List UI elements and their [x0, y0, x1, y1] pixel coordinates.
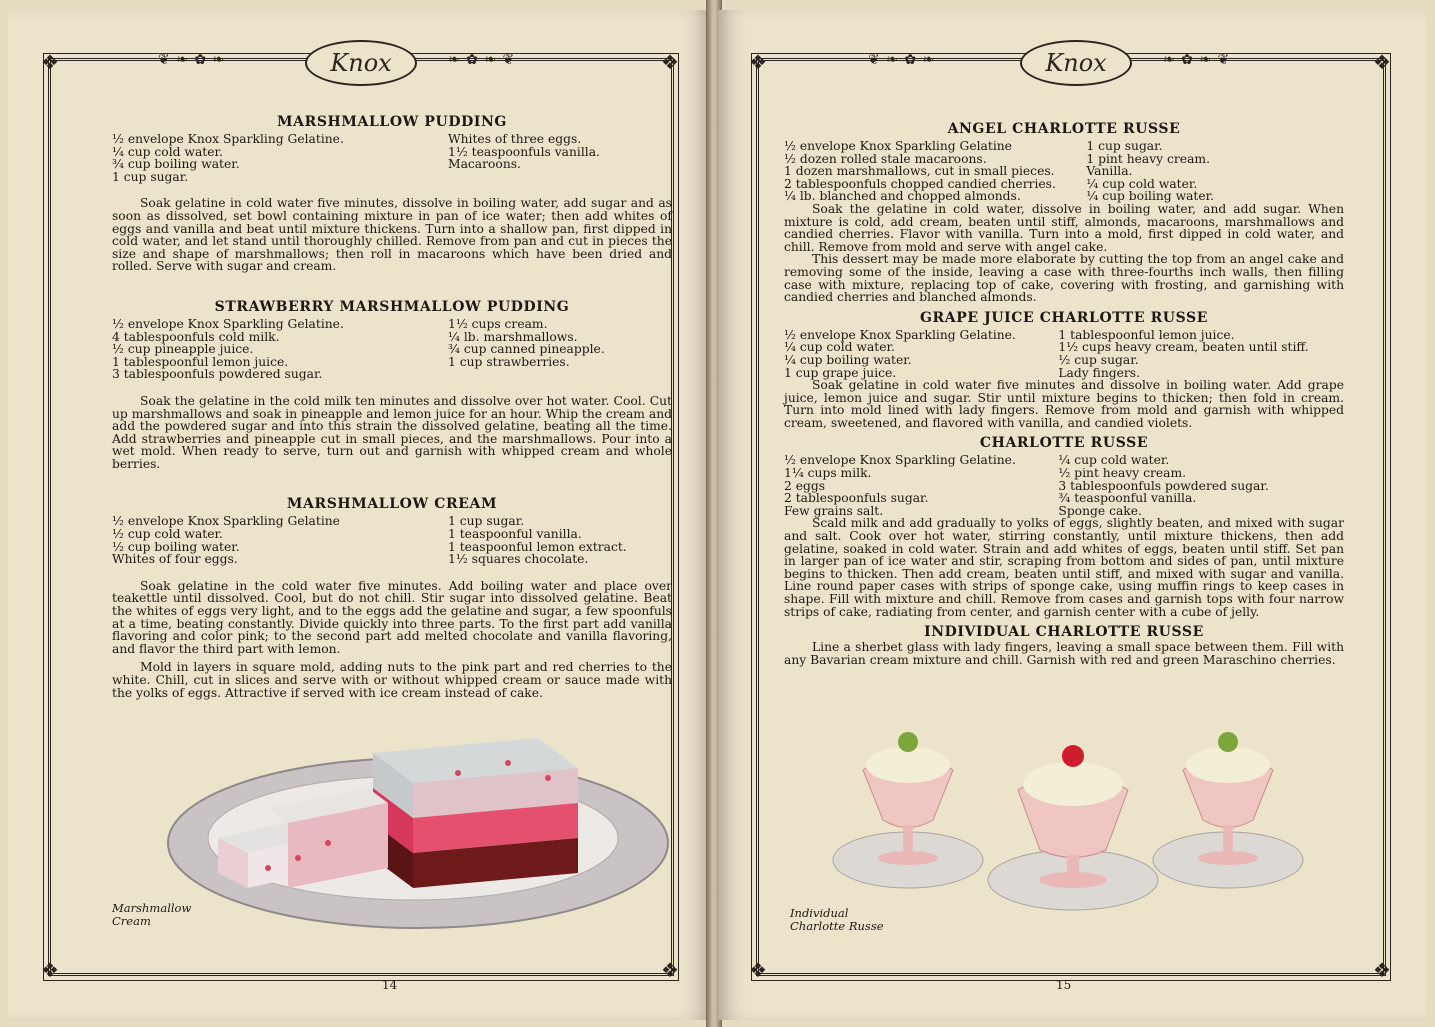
corner-ornament-icon: ❖	[41, 958, 59, 982]
ingredient-list	[784, 140, 1344, 203]
recipe-directions: This dessert may be made more elaborate by cutting the top from an angel cake and removing some of the inside, leaving a case with three-fourths inch walls, then filling case with mixture, replacing top of cake, covering with frosting, and garnishing with candied cherries and blanched almonds.	[784, 252, 1344, 305]
ingredient: ½ envelope Knox Sparkling Gelatine	[112, 514, 340, 529]
ingredient: ½ envelope Knox Sparkling Gelatine.	[112, 132, 344, 146]
ingredient: Macaroons.	[448, 157, 521, 172]
ingredient-list	[784, 454, 1344, 517]
recipe-directions: Soak gelatine in cold water five minutes and dissolve in boiling water. Add grape juice, lemon juice and sugar. Stir until mixture begins to thicken; then fold in cream. Turn into mold lined with lady fingers. Remove from mold and garnish with whipped cream, sweetened, and flavored with vanilla, and candied violets.	[784, 378, 1344, 430]
ingredient: 1½ teaspoonfuls vanilla.	[448, 144, 600, 159]
page-number: 15	[1056, 978, 1072, 992]
ingredient: 1 cup grape juice.	[784, 365, 897, 380]
ingredient: 1 dozen marshmallows, cut in small pieces.	[784, 164, 1055, 179]
ingredient: 1 pint heavy cream.	[1086, 151, 1210, 166]
ingredient: 1 tablespoonful lemon juice.	[112, 354, 289, 369]
illustration-caption: Individual Charlotte Russe	[790, 906, 884, 933]
ingredient: ½ cup pineapple juice.	[112, 342, 254, 357]
ingredient: ½ envelope Knox Sparkling Gelatine.	[784, 327, 1016, 342]
knox-logo: Knox	[1020, 40, 1132, 86]
ingredient: Lady fingers.	[1058, 365, 1140, 380]
ingredient: 3 tablespoonfuls powdered sugar.	[112, 367, 323, 382]
scroll-ornament-icon: ❧ ✿ ❧ ❦	[1163, 52, 1231, 68]
ingredient: ¼ cup boiling water.	[1086, 189, 1215, 204]
ingredient: ½ pint heavy cream.	[1058, 466, 1187, 481]
ingredient: ¾ cup boiling water.	[112, 157, 240, 172]
ingredient: 1 teaspoonful vanilla.	[448, 527, 582, 542]
corner-ornament-icon: ❖	[661, 958, 679, 982]
recipe-directions: Line a sherbet glass with lady fingers, leaving a small space between them. Fill with any Bavarian cream mixture and chill. Garnish with red and green Maraschino cherries.	[784, 640, 1344, 667]
ingredient: Sponge cake.	[1058, 503, 1142, 518]
right-page	[718, 10, 1426, 1020]
illustration-caption: Marshmallow Cream	[112, 901, 192, 928]
left-page-text	[112, 114, 672, 699]
left-page	[8, 10, 710, 1020]
scroll-ornament-icon: ❦ ❧ ✿ ❧	[868, 52, 936, 68]
ingredient-list	[784, 329, 1344, 379]
ingredient: 1¼ cups milk.	[784, 466, 872, 481]
knox-logo: Knox	[305, 40, 417, 86]
ingredient: 2 tablespoonfuls sugar.	[784, 491, 929, 506]
ingredient: Whites of three eggs.	[448, 132, 582, 146]
ingredient: 1 cup sugar.	[112, 169, 189, 184]
corner-ornament-icon: ❖	[661, 50, 679, 74]
ingredient: Few grains salt.	[784, 503, 884, 518]
recipe-title: GRAPE JUICE CHARLOTTE RUSSE	[919, 309, 1208, 326]
recipe-title: MARSHMALLOW CREAM	[286, 496, 498, 513]
ingredient: ¼ cup cold water.	[1058, 453, 1170, 468]
recipe-directions: Soak gelatine in cold water five minutes, dissolve in boiling water, add sugar and as soon as dissolved, set bowl containing mixture in pan of ice water; then add whites of eggs and vanilla and beat until mixture thickens. Turn into a shallow pan, first dipped in cold water, and let stand until thoroughly chilled. Remove from pan and cut in pieces the size and shape of marshmallows; then roll in macaroons which have been dried and rolled. Serve with sugar and cream.	[112, 196, 672, 274]
ingredient: 3 tablespoonfuls powdered sugar.	[1058, 478, 1269, 493]
recipe-directions: Soak gelatine in the cold water five minutes. Add boiling water and place over teakettle until dissolved. Cool, but do not chill. Stir sugar into dissolved gelatine. Beat the whites of eggs very light, and to the eggs add the gelatine and sugar, a few spoonfuls at a time, beating constantly. Divide quickly into three parts. To the first part add vanilla flavoring and color pink; to the second part add melted chocolate and vanilla flavoring, and flavor the third part with lemon.	[112, 578, 672, 656]
ingredient: ½ dozen rolled stale macaroons.	[784, 151, 987, 166]
ingredient: ½ cup boiling water.	[112, 539, 240, 554]
ingredient: ¼ cup boiling water.	[784, 352, 912, 367]
recipe-title: CHARLOTTE RUSSE	[979, 435, 1149, 452]
ingredient: Whites of four eggs.	[112, 552, 238, 567]
ingredient: 1 cup sugar.	[1086, 139, 1163, 153]
ingredient-list	[112, 318, 672, 381]
ingredient: 4 tablespoonfuls cold milk.	[112, 329, 280, 344]
ingredient: 1½ cups cream.	[448, 316, 548, 331]
ingredient: ½ cup cold water.	[112, 527, 223, 542]
ingredient: 1 teaspoonful lemon extract.	[448, 539, 627, 554]
ingredient: 1 tablespoonful lemon juice.	[1058, 327, 1235, 342]
ingredient: ¼ lb. blanched and chopped almonds.	[784, 189, 1021, 204]
ingredient: ¾ teaspoonful vanilla.	[1058, 491, 1197, 506]
corner-ornament-icon: ❖	[41, 50, 59, 74]
marshmallow-cream-illustration	[158, 718, 678, 938]
ingredient: 1½ cups heavy cream, beaten until stiff.	[1058, 340, 1309, 355]
scroll-ornament-icon: ❧ ✿ ❧ ❦	[448, 52, 516, 68]
corner-ornament-icon: ❖	[1373, 50, 1391, 74]
ingredient: ½ envelope Knox Sparkling Gelatine.	[112, 316, 344, 331]
recipe-directions: Scald milk and add gradually to yolks of eggs, slightly beaten, and mixed with sugar and salt. Cook over hot water, stirring constantly, until mixture thickens, then add gelatine, soaked in cold water. Strain and add whites of eggs, beaten until stiff. Set pan in larger pan of ice water and stir, scraping from bottom and sides of pan, until mixture begins to thicken. Then add cream, beaten until stiff, and mixed with sugar and vanilla. Line round paper cases with strips of sponge cake, using muffin rings to keep cases in shape. Fill with mixture and chill. Remove from cases and garnish tops with four narrow strips of cake, radiating from center, and garnish center with a cube of jelly.	[784, 516, 1344, 619]
ingredient: 2 eggs	[784, 478, 826, 493]
page-number: 14	[382, 978, 398, 992]
ingredient: 1 cup sugar.	[448, 514, 525, 529]
ingredient: ¼ cup cold water.	[1086, 176, 1198, 191]
ingredient: Vanilla.	[1086, 164, 1133, 179]
recipe-title: ANGEL CHARLOTTE RUSSE	[947, 121, 1181, 137]
recipe-title: MARSHMALLOW PUDDING	[277, 114, 507, 130]
corner-ornament-icon: ❖	[749, 958, 767, 982]
recipe-directions: Soak the gelatine in cold water, dissolve in boiling water, and add sugar. When mixture is cold, add cream, beaten until stiff, almonds, macaroons, marshmallows and candied cherries. Flavor with vanilla. Turn into a mold, first dipped in cold water, and chill. Remove from mold and serve with angel cake.	[784, 201, 1344, 254]
recipe-title: INDIVIDUAL CHARLOTTE RUSSE	[924, 624, 1204, 641]
ingredient: ¼ cup cold water.	[112, 144, 223, 159]
ingredient: 1½ squares chocolate.	[448, 552, 589, 567]
recipe-directions: Mold in layers in square mold, adding nuts to the pink part and red cherries to the white. Chill, cut in slices and serve with or without whipped cream or sauce made with the yolks of eggs. Attractive if served with ice cream instead of cake.	[112, 660, 672, 700]
ingredient: ½ envelope Knox Sparkling Gelatine	[784, 139, 1012, 153]
corner-ornament-icon: ❖	[749, 50, 767, 74]
right-page-text	[784, 121, 1344, 666]
ingredient: ¾ cup canned pineapple.	[448, 342, 605, 357]
ingredient: ½ cup sugar.	[1058, 352, 1139, 367]
ingredient: 1 cup strawberries.	[448, 354, 570, 369]
ingredient: ½ envelope Knox Sparkling Gelatine.	[784, 453, 1016, 468]
ingredient-list	[112, 133, 672, 183]
ingredient: ¼ lb. marshmallows.	[448, 329, 578, 344]
scroll-ornament-icon: ❦ ❧ ✿ ❧	[158, 52, 226, 68]
recipe-title: STRAWBERRY MARSHMALLOW PUDDING	[214, 298, 570, 315]
recipe-directions: Soak the gelatine in the cold milk ten minutes and dissolve over hot water. Cool. Cut up marshmallows and soak in pineapple and lemon juice for an hour. Whip the cream and add the powdered sugar and into this strain the dissolved gelatine, beating all the time. Add strawberries and pineapple cut in small pieces, and the marshmallows. Pour into a wet mold. When ready to serve, turn out and garnish with whipped cream and whole berries.	[112, 393, 672, 471]
corner-ornament-icon: ❖	[1373, 958, 1391, 982]
charlotte-russe-illustration	[808, 710, 1368, 920]
ingredient: ¼ cup cold water.	[784, 340, 895, 355]
ingredient: 2 tablespoonfuls chopped candied cherries.	[784, 176, 1056, 191]
ingredient-list	[112, 515, 672, 565]
